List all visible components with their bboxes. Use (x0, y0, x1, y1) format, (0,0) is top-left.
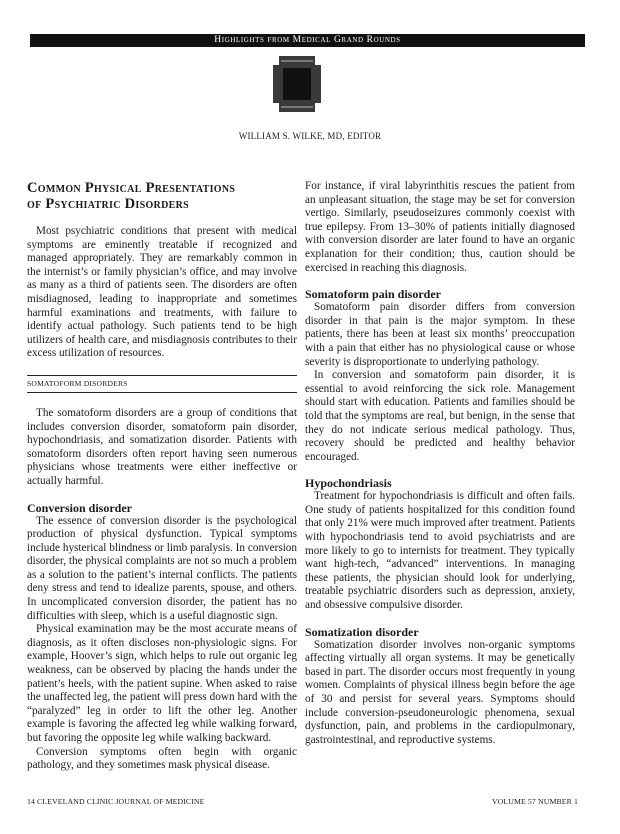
pain-paragraph-2: In conversion and somatoform pain disorder, it is essential to avoid reinforcing the sick role. Management should start with education. Patients and families should be told that the symptoms are real, but benign, in the sense that they do not indicate serious medical pathology. Thus, recovery should be predicted and healthy behavior encouraged. (305, 369, 575, 463)
hypochondriasis-heading: Hypochondriasis (305, 476, 392, 491)
right-column (305, 180, 575, 747)
somatoform-intro-paragraph: The somatoform disorders are a group of conditions that includes conversion disorder, somatoform pain disorder, hypochondriasis, and somatization disorder. Patients with somatoform disorders often report having seen numerous physicians whose treatments were either ineffective or actually harmful. (27, 406, 297, 487)
editor-credit: WILLIAM S. WILKE, MD, EDITOR (238, 131, 382, 141)
conversion-paragraph-2: Physical examination may be the most accurate means of diagnosis, as it often discloses non-physiologic signs. For example, Hoover’s sign, which helps to rule out organic leg weakness, can be observed by placing the hands under the patient’s heels, with the patient supine. When asked to raise the unaffected leg, the patient will press down hard with the “paralyzed” leg in order to lift the other leg. Another example is favoring the affected leg while walking forward, but favoring the opposite leg while walking backward. (27, 623, 297, 744)
pain-heading: Somatoform pain disorder (305, 287, 441, 302)
article-title (27, 180, 297, 212)
section-banner: Highlights from Medical Grand Rounds (30, 34, 585, 47)
left-column (27, 180, 297, 773)
hypochondriasis-paragraph: Treatment for hypochondriasis is difficult and often fails. One study of patients hospitalized for this condition found that only 21% were much improved after treatment. Patients with hypochondriasis tend to avoid psychiatrists and are more likely to go to internists for treatment. They typically want high-tech, “advanced” interventions. In managing these patients, the physician should look for underlying, treatable psychiatric disorders such as depression, anxiety, and obsessive compulsive disorder. (305, 490, 575, 612)
journal-logo-icon (273, 56, 321, 112)
section-label: SOMATOFORM DISORDERS (27, 375, 297, 393)
conversion-heading: Conversion disorder (27, 500, 132, 515)
intro-paragraph: Most psychiatric conditions that present with medical symptoms are eminently treatable if recognized and managed appropriately. They are remarkably common in the internist’s or family physician’s office, and may involve as many as a third of patients seen. The disorders are often misdiagnosed, leading to inappropriate and sometimes harmful examinations and treatments, with failure to identify actual pathology. Such patients tend to be high utilizers of health care, and misdiagnosis contributes to their excess utilization of resources. (27, 225, 297, 360)
footer-journal: 14 CLEVELAND CLINIC JOURNAL OF MEDICINE (27, 797, 205, 806)
conversion-paragraph-1: The essence of conversion disorder is the psychological production of physical dysfunction. Typical symptoms include hysterical blindness or limb paralysis. In conversion disorder, the physical complaints are not so much a problem as a solution to the patient’s internal conflicts. The patients deny stress and tend to idealize parents, spouse, and others. In uncomplicated conversion disorder, the patient has no difficulties with sleep, which is a useful diagnostic sign. (27, 514, 297, 622)
somatization-heading: Somatization disorder (305, 624, 419, 639)
conversion-paragraph-3: Conversion symptoms often begin with organic pathology, and they sometimes mask physical disease. (27, 745, 297, 772)
article-title-line2: of Psychiatric Disorders (27, 196, 189, 212)
footer-volume: VOLUME 57 NUMBER 1 (491, 797, 578, 806)
somatization-paragraph: Somatization disorder involves non-organic symptoms affecting virtually all organ systems. It may be genetically based in part. The disorder occurs most frequently in young women. Complaints of physical illness begin before the age of 30 and persist for several years. Symptoms should include conversion-pseudoneurologic phenomena, sexual dysfunction, pain, and problems in the cardiopulmonary, gastrointestinal, and reproductive systems. (305, 638, 575, 746)
article-title-line1: Common Physical Presentations (27, 180, 236, 196)
conversion-paragraph-4: For instance, if viral labyrinthitis rescues the patient from an unpleasant situation, the stage may be set for conversion vertigo. Similarly, pseudoseizures commonly coexist with true epilepsy. From 13–30% of patients initially diagnosed with conversion disorder are later found to have an organic explanation for their condition; thus, caution should be exercised in reaching this diagnosis. (305, 180, 575, 274)
pain-paragraph-1: Somatoform pain disorder differs from conversion disorder in that pain is the major symptom. In these patients, there has been at least six months’ preoccupation with a pain that either has no physiological cause or whose severity is disproportionate to underlying pathology. (305, 301, 575, 368)
